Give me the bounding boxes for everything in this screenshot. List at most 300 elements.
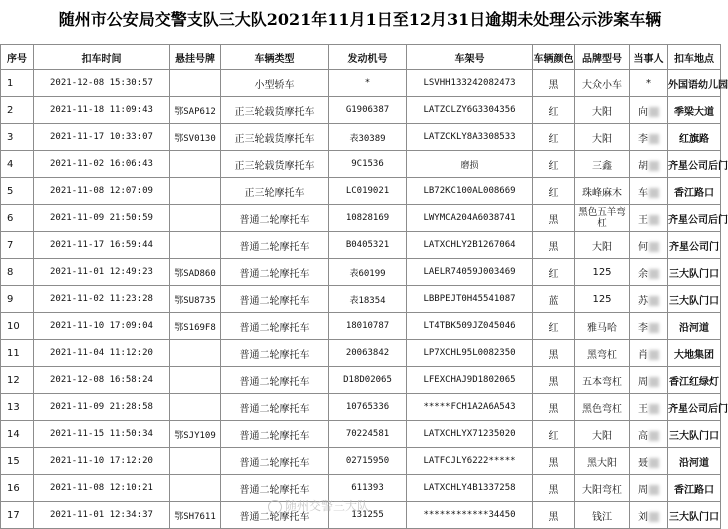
cell-type-text: 普通二轮摩托车	[239, 376, 310, 388]
cell-party-text: 向	[638, 106, 648, 118]
cell-no-text: 7	[7, 239, 14, 251]
cell-brand-text: 大阳	[592, 241, 612, 253]
cell-place-text: 齐星公司后门	[668, 403, 728, 415]
redaction-blur	[649, 188, 659, 198]
cell-place	[668, 367, 721, 394]
redaction-blur	[649, 296, 659, 306]
cell-engine-text: 70224581	[345, 429, 390, 439]
cell-color	[533, 313, 575, 340]
cell-party	[630, 205, 668, 232]
header-engine: 发动机号	[329, 45, 407, 70]
cell-place-text: 季梁大道	[674, 106, 714, 118]
cell-party	[630, 151, 668, 178]
cell-time-text: 2021-11-01 12:34:37	[50, 510, 153, 520]
cell-vin-text: LATXCHLY4B1337258	[423, 483, 516, 493]
cell-vin-text: LT4TBK509JZ045046	[423, 321, 516, 331]
cell-engine-text: 表30389	[349, 133, 386, 144]
cell-plate	[170, 70, 221, 97]
cell-time-text: 2021-11-04 11:12:20	[50, 348, 153, 358]
cell-vin-text: LATFCJLY6222*****	[423, 456, 516, 466]
cell-color	[533, 205, 575, 232]
cell-engine-text: 02715950	[345, 456, 390, 466]
cell-plate	[170, 205, 221, 232]
cell-time-text: 2021-11-10 17:12:20	[50, 456, 153, 466]
cell-brand	[575, 367, 630, 394]
cell-time-text: 2021-11-09 21:50:59	[50, 213, 153, 223]
cell-plate	[170, 448, 221, 475]
cell-plate	[170, 421, 221, 448]
cell-party	[630, 475, 668, 502]
cell-party	[630, 70, 668, 97]
table-row	[1, 178, 721, 205]
cell-no-text: 14	[7, 428, 20, 440]
cell-color	[533, 286, 575, 313]
cell-place	[668, 340, 721, 367]
cell-color	[533, 475, 575, 502]
cell-brand	[575, 502, 630, 529]
cell-vin-text: LWYMCA204A6038741	[423, 213, 516, 223]
cell-place	[668, 151, 728, 178]
cell-no-text: 5	[7, 185, 14, 197]
cell-time-text: 2021-11-09 21:28:58	[50, 402, 153, 412]
cell-brand-text: 黑色五羊弯杠	[578, 207, 626, 229]
cell-place-text: 三大队门口	[669, 268, 719, 280]
cell-plate	[170, 178, 221, 205]
cell-place-text: 三大队门口	[669, 430, 719, 442]
cell-place	[668, 178, 721, 205]
table-row	[1, 340, 721, 367]
cell-color	[533, 178, 575, 205]
cell-brand	[575, 151, 630, 178]
cell-engine-text: LC019021	[345, 186, 390, 196]
cell-type	[221, 421, 329, 448]
cell-brand	[575, 286, 630, 313]
table-row	[1, 124, 721, 151]
cell-party-text: 聂	[638, 457, 648, 469]
table-row	[1, 259, 721, 286]
cell-color-text: 黑	[548, 241, 559, 253]
cell-plate-text: 鄂SH7611	[174, 511, 216, 522]
cell-vin	[407, 367, 533, 394]
cell-time	[34, 340, 170, 367]
table-row	[1, 97, 721, 124]
header-brand: 品牌型号	[575, 45, 630, 70]
cell-brand	[575, 232, 630, 259]
cell-time-text: 2021-11-18 11:09:43	[50, 105, 153, 115]
cell-brand-text: 大阳	[592, 106, 612, 118]
table-row	[1, 286, 721, 313]
cell-vin-text: LATXCHLY2B1267064	[423, 240, 516, 250]
cell-color	[533, 367, 575, 394]
cell-time	[34, 205, 170, 232]
cell-color-text: 蓝	[548, 295, 559, 307]
cell-time	[34, 367, 170, 394]
cell-place-text: 红旗路	[679, 133, 709, 145]
cell-party-text: 王	[638, 214, 648, 226]
cell-no-text: 6	[7, 212, 14, 224]
cell-no	[1, 151, 34, 178]
cell-no	[1, 448, 34, 475]
cell-no	[1, 232, 34, 259]
cell-place	[668, 205, 728, 232]
cell-engine	[329, 367, 407, 394]
table-row	[1, 151, 721, 178]
cell-party-text: 肖	[638, 349, 648, 361]
cell-party	[630, 286, 668, 313]
cell-plate-text: 鄂SAP612	[174, 106, 216, 117]
cell-party	[630, 502, 668, 529]
cell-plate	[170, 151, 221, 178]
cell-place	[668, 313, 721, 340]
cell-time-text: 2021-11-10 17:09:04	[50, 321, 153, 331]
cell-color	[533, 97, 575, 124]
cell-vin	[407, 151, 533, 178]
cell-plate	[170, 475, 221, 502]
cell-place	[668, 286, 721, 313]
cell-place	[668, 421, 721, 448]
cell-party-text: 刘	[638, 511, 648, 523]
redaction-blur	[649, 269, 659, 279]
cell-time-text: 2021-11-08 12:10:21	[50, 483, 153, 493]
cell-party-text: 车	[638, 187, 648, 199]
cell-engine	[329, 340, 407, 367]
cell-place-text: 大地集团	[674, 349, 714, 361]
cell-vin	[407, 205, 533, 232]
cell-time	[34, 178, 170, 205]
cell-party-text: 高	[638, 430, 648, 442]
redaction-blur	[649, 242, 659, 252]
cell-type-text: 小型轿车	[254, 79, 295, 91]
cell-place	[668, 475, 721, 502]
cell-vin-text: LP7XCHL95L0082350	[423, 348, 516, 358]
cell-place	[668, 97, 721, 124]
cell-plate	[170, 259, 221, 286]
cell-engine-text: 10828169	[345, 213, 390, 223]
cell-place-text: 沿河道	[679, 457, 709, 469]
cell-color-text: 红	[548, 268, 559, 280]
cell-plate	[170, 124, 221, 151]
cell-color	[533, 448, 575, 475]
cell-color-text: 红	[548, 187, 559, 199]
cell-brand-text: 125	[592, 266, 612, 278]
cell-color	[533, 340, 575, 367]
cell-color-text: 红	[548, 133, 559, 145]
cell-no-text: 10	[7, 320, 20, 332]
cell-plate-text: 鄂SU8735	[174, 295, 216, 306]
cell-color	[533, 124, 575, 151]
cell-time	[34, 70, 170, 97]
cell-vin	[407, 97, 533, 124]
table-row	[1, 367, 721, 394]
cell-vin-text: *****FCH1A2A6A543	[423, 402, 516, 412]
cell-plate	[170, 313, 221, 340]
cell-type	[221, 394, 329, 421]
cell-place	[668, 70, 728, 97]
redaction-blur	[649, 161, 659, 171]
cell-brand-text: 大众小车	[582, 79, 622, 91]
cell-color	[533, 502, 575, 529]
cell-color	[533, 151, 575, 178]
cell-engine-text: 表18354	[349, 295, 386, 306]
vehicle-table	[0, 44, 728, 529]
cell-time	[34, 151, 170, 178]
cell-brand	[575, 124, 630, 151]
cell-type-text: 普通二轮摩托车	[239, 349, 310, 361]
cell-party	[630, 340, 668, 367]
cell-place	[668, 232, 721, 259]
cell-time	[34, 475, 170, 502]
cell-type	[221, 232, 329, 259]
cell-vin	[407, 313, 533, 340]
cell-type-text: 正三轮载货摩托车	[234, 133, 315, 145]
cell-no-text: 13	[7, 401, 20, 413]
cell-engine-text: G1906387	[345, 105, 390, 115]
cell-brand	[575, 70, 630, 97]
cell-time-text: 2021-11-17 10:33:07	[50, 132, 153, 142]
cell-color-text: 红	[548, 322, 559, 334]
table-row	[1, 70, 721, 97]
table-row	[1, 313, 721, 340]
cell-color-text: 黑	[548, 511, 559, 523]
cell-engine	[329, 313, 407, 340]
cell-party-text: 李	[638, 133, 648, 145]
cell-no	[1, 97, 34, 124]
cell-type-text: 普通二轮摩托车	[239, 241, 310, 253]
cell-engine	[329, 232, 407, 259]
cell-no-text: 1	[7, 77, 14, 89]
cell-type-text: 正三轮载货摩托车	[234, 160, 315, 172]
cell-plate	[170, 502, 221, 529]
header-row	[1, 45, 721, 70]
cell-party	[630, 259, 668, 286]
cell-brand-text: 黑色弯杠	[582, 403, 622, 415]
cell-engine-text: B0405321	[345, 240, 390, 250]
cell-vin-text: ************34450	[423, 510, 516, 520]
redaction-blur	[649, 485, 659, 495]
cell-brand	[575, 475, 630, 502]
cell-color-text: 黑	[548, 457, 559, 469]
cell-party	[630, 97, 668, 124]
redaction-blur	[649, 350, 659, 360]
cell-no	[1, 475, 34, 502]
redaction-blur	[649, 458, 659, 468]
cell-party	[630, 421, 668, 448]
cell-plate	[170, 394, 221, 421]
cell-no	[1, 70, 34, 97]
cell-color-text: 黑	[548, 403, 559, 415]
cell-brand-text: 三鑫	[592, 160, 612, 172]
cell-party	[630, 178, 668, 205]
cell-vin-text: LBBPEJT0H45541087	[423, 294, 516, 304]
cell-no-text: 8	[7, 266, 14, 278]
cell-vin	[407, 502, 533, 529]
cell-brand	[575, 178, 630, 205]
cell-color-text: 红	[548, 160, 559, 172]
cell-brand	[575, 421, 630, 448]
cell-no-text: 12	[7, 374, 20, 386]
cell-place	[668, 502, 721, 529]
cell-brand-text: 五本弯杠	[582, 376, 622, 388]
cell-type	[221, 178, 329, 205]
cell-engine-text: 131255	[351, 510, 384, 520]
cell-party	[630, 367, 668, 394]
cell-place-text: 香江路口	[674, 187, 714, 199]
redaction-blur	[649, 134, 659, 144]
cell-vin-text: LATZCKLY8A3308533	[423, 132, 516, 142]
cell-no	[1, 340, 34, 367]
cell-engine	[329, 421, 407, 448]
cell-vin	[407, 124, 533, 151]
cell-no-text: 2	[7, 104, 14, 116]
cell-vin	[407, 178, 533, 205]
cell-plate	[170, 340, 221, 367]
cell-type-text: 正三轮载货摩托车	[234, 106, 315, 118]
cell-brand-text: 珠峰麻木	[582, 187, 622, 199]
cell-vin	[407, 421, 533, 448]
cell-place-text: 香江路口	[674, 484, 714, 496]
header-type: 车辆类型	[221, 45, 329, 70]
cell-vin-text: LATXCHLYX71235020	[423, 429, 516, 439]
cell-no	[1, 286, 34, 313]
cell-engine	[329, 97, 407, 124]
cell-type-text: 普通二轮摩托车	[239, 430, 310, 442]
cell-time	[34, 232, 170, 259]
cell-no-text: 16	[7, 482, 20, 494]
cell-party-text: 周	[638, 376, 648, 388]
table-row	[1, 448, 721, 475]
header-vin: 车架号	[407, 45, 533, 70]
cell-type	[221, 313, 329, 340]
cell-time	[34, 394, 170, 421]
cell-party	[630, 232, 668, 259]
cell-engine	[329, 259, 407, 286]
cell-plate	[170, 232, 221, 259]
cell-engine-text: 611393	[351, 483, 384, 493]
cell-type	[221, 448, 329, 475]
cell-vin-text: LSVHH133242082473	[423, 78, 516, 88]
cell-brand	[575, 313, 630, 340]
cell-time	[34, 448, 170, 475]
cell-plate-text: 鄂SV0130	[174, 133, 216, 144]
cell-no	[1, 178, 34, 205]
cell-time	[34, 502, 170, 529]
cell-type-text: 普通二轮摩托车	[239, 268, 310, 280]
cell-no	[1, 502, 34, 529]
cell-party	[630, 313, 668, 340]
cell-time-text: 2021-11-15 11:50:34	[50, 429, 153, 439]
cell-type	[221, 151, 329, 178]
cell-vin	[407, 448, 533, 475]
cell-plate-text: 鄂SAD860	[174, 268, 216, 279]
cell-place	[668, 394, 728, 421]
cell-place-text: 齐星公司后门	[668, 160, 728, 172]
cell-engine-text: D18D02065	[343, 375, 392, 385]
cell-vin-text: LFEXCHAJ9D1802065	[423, 375, 516, 385]
cell-vin	[407, 394, 533, 421]
cell-vin-text: LAELR74059J003469	[423, 267, 516, 277]
cell-engine	[329, 151, 407, 178]
cell-vin	[407, 259, 533, 286]
cell-vin-text: 磨损	[460, 160, 479, 171]
cell-no-text: 15	[7, 455, 20, 467]
cell-engine	[329, 286, 407, 313]
redaction-blur	[649, 107, 659, 117]
cell-place-text: 沿河道	[679, 322, 709, 334]
cell-time	[34, 124, 170, 151]
cell-type	[221, 259, 329, 286]
cell-brand-text: 125	[592, 293, 612, 305]
cell-type	[221, 70, 329, 97]
cell-party-text: 王	[638, 403, 648, 415]
cell-type-text: 普通二轮摩托车	[239, 484, 310, 496]
cell-party	[630, 448, 668, 475]
weibo-icon	[268, 500, 282, 514]
cell-engine	[329, 70, 407, 97]
page-title: 随州市公安局交警支队三大队2021年11月1日至12月31日逾期未处理公示涉案车辆	[58, 10, 662, 29]
cell-plate	[170, 286, 221, 313]
cell-engine-text: 表60199	[349, 268, 386, 279]
cell-brand-text: 钱江	[592, 511, 612, 523]
cell-no-text: 3	[7, 131, 14, 143]
cell-type-text: 普通二轮摩托车	[239, 403, 310, 415]
cell-vin	[407, 232, 533, 259]
cell-party-text: 周	[638, 484, 648, 496]
cell-no-text: 17	[7, 509, 20, 521]
cell-type	[221, 286, 329, 313]
cell-no	[1, 124, 34, 151]
cell-party-text: 胡	[638, 160, 648, 172]
cell-brand-text: 黑大阳	[587, 457, 617, 469]
cell-type	[221, 367, 329, 394]
cell-no-text: 9	[7, 293, 14, 305]
cell-color	[533, 232, 575, 259]
cell-engine	[329, 205, 407, 232]
cell-place-text: 齐星公司后门	[668, 214, 728, 226]
cell-vin-text: LB72KC100AL008669	[423, 186, 516, 196]
cell-type-text: 普通二轮摩托车	[239, 322, 310, 334]
cell-no	[1, 394, 34, 421]
cell-place	[668, 259, 721, 286]
cell-type-text: 普通二轮摩托车	[239, 214, 310, 226]
redaction-blur	[649, 512, 659, 522]
cell-time-text: 2021-11-01 12:49:23	[50, 267, 153, 277]
watermark	[268, 497, 369, 514]
cell-brand-text: 大阳	[592, 133, 612, 145]
header-no: 序号	[1, 45, 34, 70]
cell-engine-text: 10765336	[345, 402, 390, 412]
cell-brand	[575, 259, 630, 286]
cell-time	[34, 313, 170, 340]
cell-time-text: 2021-11-02 11:23:28	[50, 294, 153, 304]
cell-party-text: 李	[638, 322, 648, 334]
cell-engine	[329, 448, 407, 475]
cell-vin	[407, 340, 533, 367]
cell-type-text: 正三轮摩托车	[244, 187, 305, 199]
cell-engine-text: 20063842	[345, 348, 390, 358]
redaction-blur	[649, 431, 659, 441]
cell-plate-text: 鄂SJY109	[174, 430, 216, 441]
table-row	[1, 421, 721, 448]
cell-type	[221, 340, 329, 367]
cell-vin	[407, 70, 533, 97]
cell-color	[533, 394, 575, 421]
cell-type	[221, 124, 329, 151]
cell-engine	[329, 178, 407, 205]
cell-type-text: 普通二轮摩托车	[239, 295, 310, 307]
cell-type	[221, 97, 329, 124]
header-plate: 悬挂号牌	[170, 45, 221, 70]
cell-brand	[575, 97, 630, 124]
